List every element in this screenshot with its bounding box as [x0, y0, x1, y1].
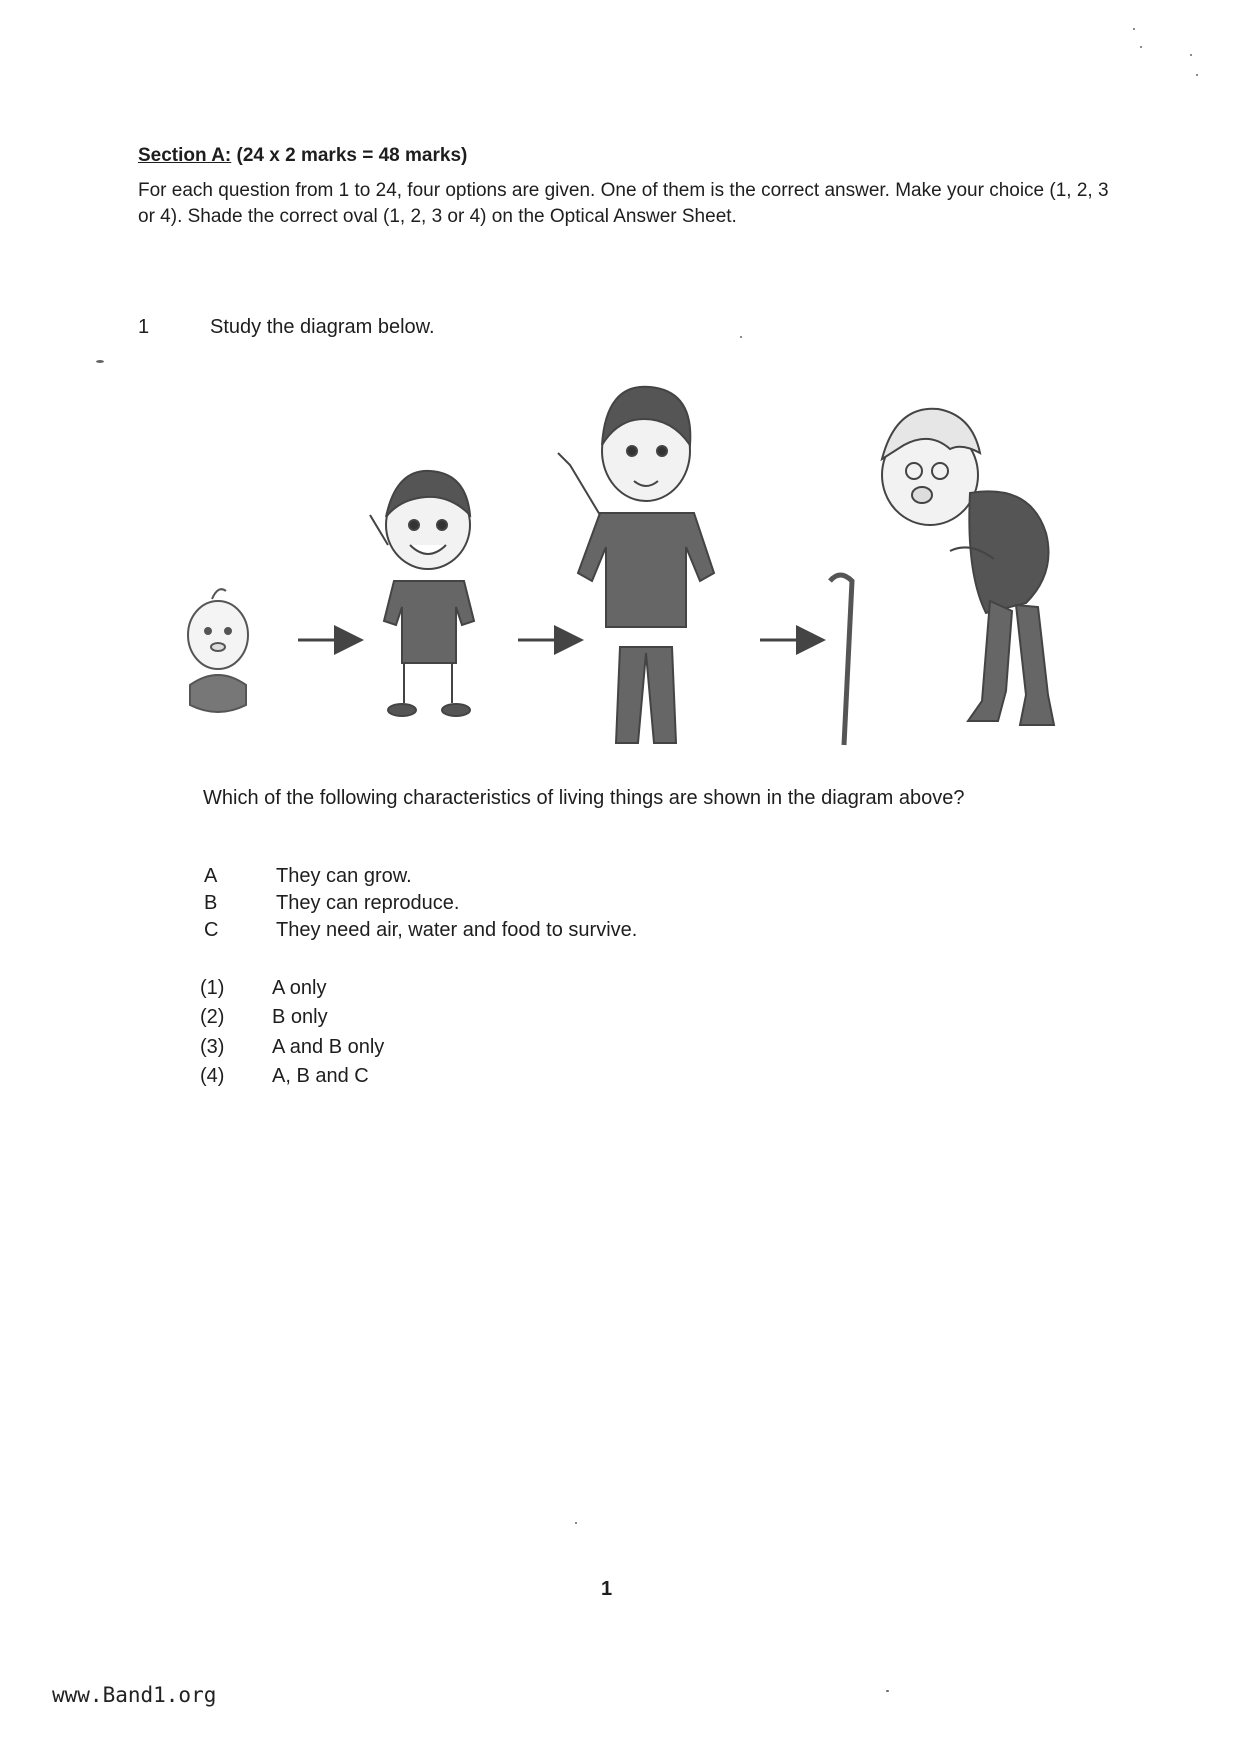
watermark-text: www.Band1.org [52, 1683, 217, 1707]
scan-speck [96, 360, 104, 363]
scan-speck [575, 1522, 577, 1524]
scan-speck [740, 336, 742, 338]
adult-figure [558, 387, 714, 743]
statement-label: A [204, 865, 218, 887]
scan-speck [1140, 46, 1142, 48]
page-number: 1 [601, 1578, 613, 1600]
section-heading [138, 145, 467, 167]
question-number: 1 [138, 316, 150, 338]
statement-text: They can reproduce. [276, 892, 460, 914]
elderly-man-figure [796, 385, 1054, 745]
option-label: (2) [200, 1006, 225, 1028]
statement-label: B [204, 892, 218, 914]
scan-speck [886, 1690, 889, 1692]
section-marks: (24 x 2 marks = 48 marks) [236, 145, 468, 166]
section-instructions: For each question from 1 to 24, four options are given. One of them is the correct answer. Make your choice (1, 2, 3 or 4). Shade the correct oval (1, 2, 3 or 4) on the Optical Answer Sheet. [138, 180, 1109, 227]
option-text: A only [272, 977, 327, 999]
option-text: B only [272, 1006, 328, 1028]
statement-text: They need air, water and food to survive. [276, 919, 638, 941]
option-label: (4) [200, 1065, 225, 1087]
baby-figure [188, 589, 248, 712]
question-text: Which of the following characteristics of living things are shown in the diagram above? [203, 787, 965, 809]
growth-diagram [170, 385, 1090, 755]
child-figure [370, 471, 474, 716]
question-stem: Study the diagram below. [210, 316, 435, 338]
option-label: (1) [200, 977, 225, 999]
option-text: A, B and C [272, 1065, 369, 1087]
scan-speck [1190, 54, 1192, 56]
option-label: (3) [200, 1036, 225, 1058]
scan-speck [1196, 74, 1198, 76]
scan-speck [1133, 28, 1135, 30]
statement-text: They can grow. [276, 865, 412, 887]
section-label: Section A: [138, 145, 232, 166]
option-text: A and B only [272, 1036, 385, 1058]
statement-label: C [204, 919, 219, 941]
